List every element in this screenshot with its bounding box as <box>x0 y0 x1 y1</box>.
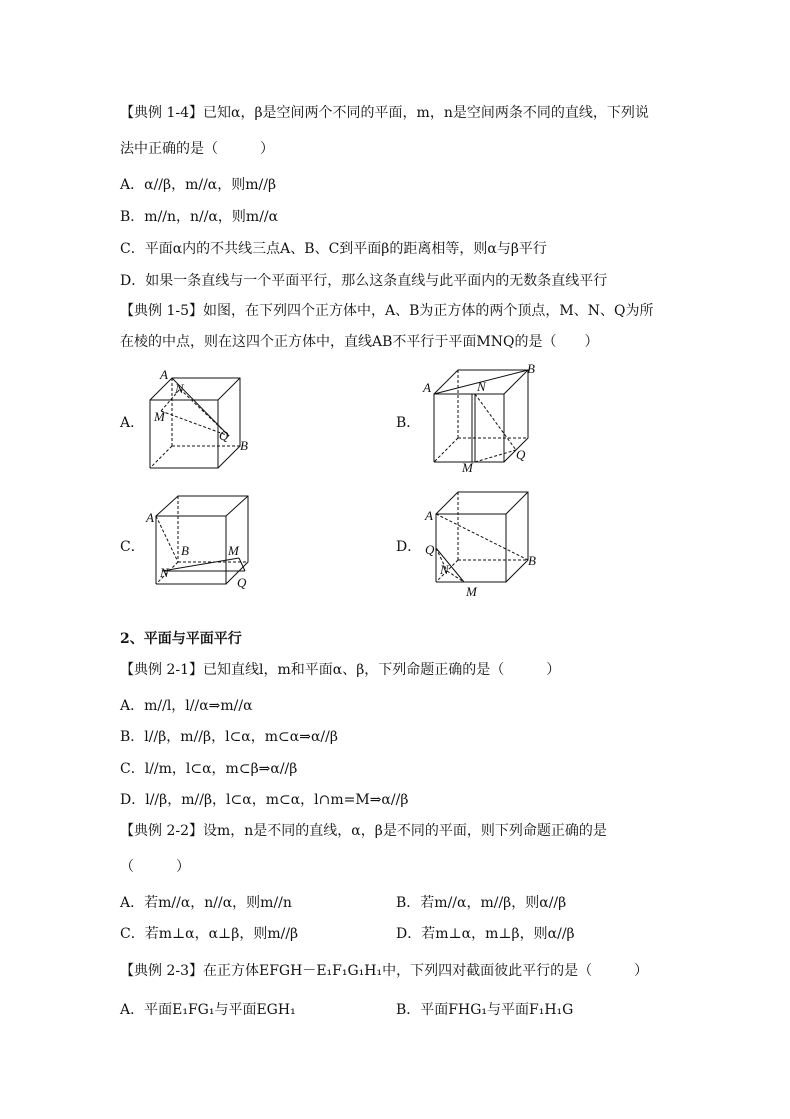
ex22-option-b: B．若m//α，m//β，则α//β <box>396 895 567 911</box>
fig-d-point-a: A <box>425 508 433 523</box>
ex23-option-a: A．平面E₁FG₁与平面EGH₁ <box>120 1002 296 1018</box>
fig-c-point-q: Q <box>237 575 247 590</box>
figure-a-label: A． <box>120 415 145 431</box>
ex14-stem-line2: 法中正确的是（ ） <box>120 141 274 157</box>
fig-d-point-q: Q <box>425 542 435 557</box>
fig-a-point-a: A <box>160 367 168 382</box>
section-2-title: 2、平面与平面平行 <box>120 631 242 647</box>
figure-d-label: D． <box>396 539 422 555</box>
fig-b-point-b: B <box>527 361 535 376</box>
ex21-option-b: B．l//β，m//β，l⊂α，m⊂α⇒α//β <box>120 729 338 745</box>
ex21-stem: 【典例 2-1】已知直线l，m和平面α、β，下列命题正确的是（ ） <box>120 662 561 678</box>
ex22-option-d: D．若m⊥α，m⊥β，则α//β <box>396 926 575 942</box>
fig-b-point-m: M <box>462 460 473 475</box>
ex14-option-b: B．m//n，n//α，则m//α <box>120 209 279 225</box>
fig-a-point-q: Q <box>219 428 229 443</box>
ex23-option-b: B．平面FHG₁与平面F₁H₁G <box>396 1002 574 1018</box>
cube-figure-d <box>420 490 544 600</box>
fig-c-point-m: M <box>228 543 239 558</box>
fig-c-point-b: B <box>181 543 189 558</box>
ex14-stem-line1: 【典例 1-4】已知α，β是空间两个不同的平面，m，n是空间两条不同的直线，下列说 <box>120 105 649 121</box>
fig-a-point-n: N <box>175 381 184 396</box>
fig-b-point-n: N <box>477 379 486 394</box>
fig-b-point-a: A <box>423 380 431 395</box>
fig-b-point-q: Q <box>516 447 526 462</box>
fig-d-point-n: N <box>440 562 449 577</box>
ex22-stem-line2: （ ） <box>120 859 190 875</box>
ex21-option-d: D．l//β，m//β，l⊂α，m⊂α，l∩m=M⇒α//β <box>120 792 409 808</box>
ex14-option-c: C．平面α内的不共线三点A、B、C到平面β的距离相等，则α与β平行 <box>120 241 547 257</box>
ex14-option-a: A．α//β，m//α，则m//β <box>120 177 277 193</box>
figure-b-label: B． <box>396 415 421 431</box>
cube-figure-c <box>142 494 262 594</box>
fig-a-point-m: M <box>154 409 165 424</box>
ex22-stem-line1: 【典例 2-2】设m，n是不同的直线，α，β是不同的平面，则下列命题正确的是 <box>120 823 607 839</box>
fig-d-point-b: B <box>528 553 536 568</box>
ex21-option-c: C．l//m，l⊂α，m⊂β⇒α//β <box>120 761 298 777</box>
ex15-stem-line1: 【典例 1-5】如图，在下列四个正方体中，A、B为正方体的两个顶点，M、N、Q为所 <box>120 303 654 319</box>
ex14-option-d: D．如果一条直线与一个平面平行，那么这条直线与此平面内的无数条直线平行 <box>120 273 608 289</box>
figure-c-label: C． <box>120 539 145 555</box>
ex23-stem: 【典例 2-3】在正方体EFGH－E₁F₁G₁H₁中，下列四对截面彼此平行的是（ ） <box>120 963 649 979</box>
ex22-option-a: A．若m//α，n//α，则m//n <box>120 895 292 911</box>
fig-c-point-n: N <box>160 565 169 580</box>
fig-c-point-a: A <box>146 510 154 525</box>
cube-figure-b <box>420 362 540 474</box>
ex22-option-c: C．若m⊥α，α⊥β，则m//β <box>120 926 299 942</box>
fig-a-point-b: B <box>240 438 248 453</box>
fig-d-point-m: M <box>466 584 477 599</box>
ex21-option-a: A．m//l，l//α⇒m//α <box>120 698 253 714</box>
ex15-stem-line2: 在棱的中点，则在这四个正方体中，直线AB不平行于平面MNQ的是（ ） <box>120 334 599 350</box>
cube-figure-a <box>140 366 250 476</box>
